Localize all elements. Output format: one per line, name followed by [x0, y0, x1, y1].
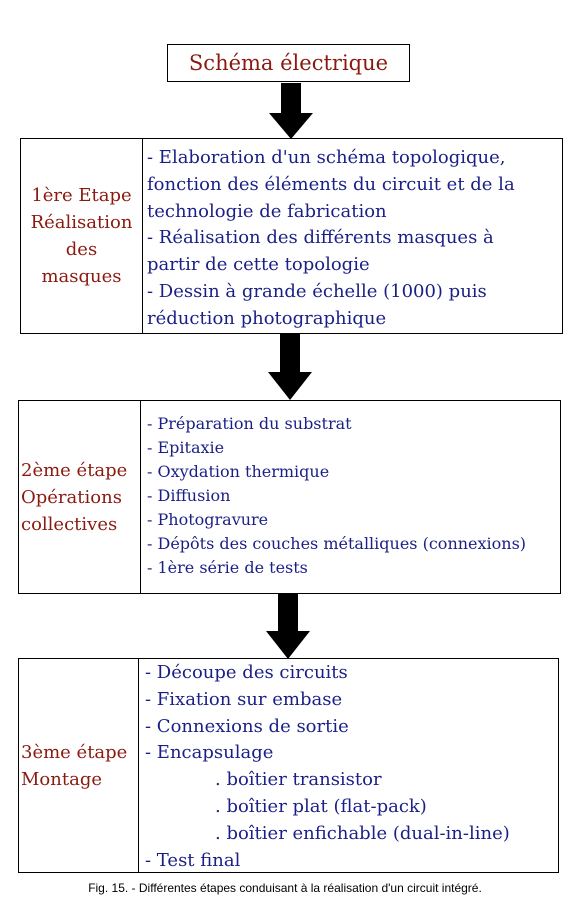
stage-2-heading-line: 2ème étape: [21, 459, 128, 481]
stage-1-box: [20, 138, 563, 334]
stage-3-heading-line: 3ème étape: [21, 741, 128, 763]
stage-2-heading-line: collectives: [21, 513, 118, 535]
list-item: - Encapsulage: [145, 742, 274, 764]
list-item: - Diffusion: [147, 486, 231, 505]
stage-1-items: [143, 139, 515, 333]
stage-2-heading-line: Opérations: [21, 486, 122, 508]
list-item: fonction des éléments du circuit et de la: [147, 173, 515, 195]
list-item: - Epitaxie: [147, 438, 225, 457]
list-item: - Réalisation des différents masques à: [147, 227, 494, 249]
list-item: - Dessin à grande échelle (1000) puis: [147, 280, 487, 302]
list-item: - Photogravure: [147, 510, 269, 529]
title-box: [167, 44, 410, 82]
list-item: - Fixation sur embase: [145, 688, 343, 710]
stage-2-heading: [19, 401, 141, 593]
stage-3-heading-line: Montage: [21, 768, 102, 790]
list-item: réduction photographique: [147, 307, 387, 329]
list-item: - Dépôts des couches métalliques (connexions): [147, 534, 527, 553]
stage-2-box: [18, 400, 561, 594]
stage-1-heading-line: masques: [41, 266, 122, 287]
list-item: - Oxydation thermique: [147, 462, 330, 481]
stage-1-heading-line: 1ère Etape: [31, 185, 132, 206]
list-item: - Elaboration d'un schéma topologique,: [147, 147, 506, 168]
stage-1-heading: [21, 139, 143, 333]
stage-2-items: [141, 401, 526, 593]
stage-3-items: [139, 659, 510, 872]
list-item: partir de cette topologie: [147, 254, 370, 276]
arrow-down-icon: [266, 594, 310, 659]
list-subitem: . boîtier enfichable (dual-in-line): [215, 822, 510, 844]
arrow-down-icon: [269, 83, 313, 139]
list-item: - Découpe des circuits: [145, 662, 348, 683]
list-item: - Préparation du substrat: [147, 414, 352, 433]
stage-3-box: [18, 658, 559, 873]
stage-3-heading: [19, 659, 139, 872]
stage-1-heading-line: des: [65, 239, 98, 260]
list-item: technologie de fabrication: [147, 200, 387, 222]
figure-caption: Fig. 15. - Différentes étapes conduisant à la réalisation d'un circuit intégré.: [88, 881, 482, 895]
title-text: Schéma électrique: [188, 51, 389, 75]
list-item: - 1ère série de tests: [147, 558, 308, 577]
list-item: - Connexions de sortie: [145, 715, 349, 737]
list-subitem: . boîtier transistor: [215, 769, 382, 791]
arrow-down-icon: [268, 334, 312, 400]
list-item: - Test final: [145, 849, 241, 871]
list-subitem: . boîtier plat (flat-pack): [215, 795, 427, 817]
stage-1-heading-line: Réalisation: [30, 212, 133, 233]
